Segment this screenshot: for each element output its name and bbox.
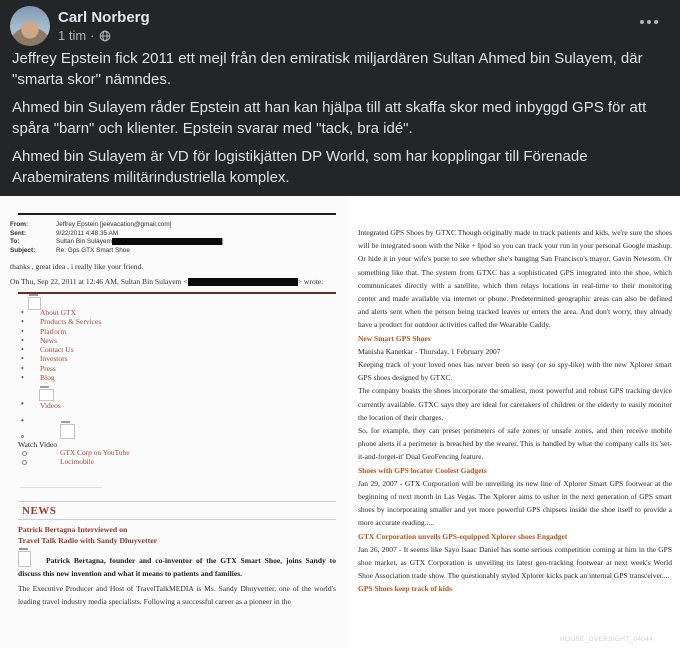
post-header — [0, 0, 680, 50]
meta-separator: · — [90, 28, 95, 43]
quote-divider-rule — [18, 292, 336, 294]
site-nav-list — [0, 308, 300, 382]
broken-image-icon — [39, 389, 54, 401]
article-block: Manisha Kanetkar - Thursday, 1 February 2007 — [358, 346, 501, 356]
article-block: GPS Shoes keep track of kids — [358, 584, 452, 594]
nav-link: • Contact Us — [0, 345, 300, 354]
article-block: So, for example, they can preset perimeters of safe zones or unsafe zones, and then receive mobile phone alerts if a perimeter is breached by the wearer. This is handled by what the company calls its 'set-it-and-forget-it' Dual GeoFencing feature. — [358, 426, 672, 462]
email-header-row — [10, 230, 330, 239]
email-header-row — [10, 221, 330, 230]
article-lead-paragraph: Patrick Bertagna, founder and co-inventor of the GTX Smart Shoe, joins Sandy to discuss this new invention and what it means to patients and families. — [18, 556, 336, 578]
post-paragraph: Ahmed bin Sulayem är VD för logistikjätten DP World, som har kopplingar till Förenade Arabemiratens militärindustriella komplex. — [12, 148, 588, 186]
timestamp[interactable]: 1 tim — [58, 28, 87, 43]
post-text — [12, 49, 668, 196]
post-menu-button[interactable] — [632, 8, 666, 36]
video-link: GTX Corp on YouTube — [0, 448, 130, 457]
field-value: Re: Gps GTX Smart Shoe — [56, 246, 130, 254]
watermark: HOUSE_OVERSIGHT_04044 — [560, 636, 654, 643]
email-document — [0, 196, 348, 648]
post-meta — [58, 28, 111, 43]
article-block: GTX Corporation unveils GPS-equipped Xplorer shoes Engadget — [358, 531, 568, 541]
broken-image-icon — [60, 424, 75, 439]
list-bullet: • — [21, 399, 24, 408]
email-header-row — [10, 238, 330, 247]
sub-bullet — [21, 435, 24, 438]
video-links-list — [0, 448, 130, 467]
email-header-row — [10, 247, 330, 256]
article-block: The company boasts the shoes incorporate the smallest, most powerful and robust GPS tracking device currently available. GTXC says they are ideal for caretakers of children or the elderly to easily monitor the location of their charges. — [358, 386, 672, 422]
video-link: Locimobile — [0, 457, 130, 466]
redaction-bar — [188, 278, 298, 286]
email-header — [10, 221, 330, 256]
nav-link: • Press — [0, 364, 300, 373]
attached-image[interactable] — [0, 196, 680, 648]
nav-link: • Investors — [0, 354, 300, 363]
globe-icon — [99, 30, 111, 42]
article-block: Jan 26, 2007 - It seems like Sayo Isaac Daniel has some serious competition coming at him in the GPS shoe market, as GTX Corporation is unveiling its latest geo-tracking footwear at next week's World Shoe Association trade show. The questionably styled Xplorer kicks pack an internal GPS transceiver.... — [358, 544, 672, 581]
article-title: Patrick Bertagna Interviewed on Travel Talk Radio with Sandy Dhuyvetter — [18, 525, 158, 545]
field-label: Subject: — [10, 246, 36, 254]
nav-link: • Blog — [0, 373, 300, 382]
post-paragraph: Jeffrey Epstein fick 2011 ett mejl från den emiratisk miljardären Sultan Ahmed bin Sulayem, där "smarta skor" nämndes. — [12, 50, 643, 88]
list-bullet: • — [21, 416, 24, 425]
post-paragraph: Ahmed bin Sulayem råder Epstein att han kan hjälpa till att skaffa skor med inbyggd GPS för att spåra "barn" och klienter. Epstein svarar med "tack, bra idé". — [12, 99, 647, 137]
field-value: Sultan Bin Sulayem ] — [56, 238, 224, 246]
ellipsis-icon — [640, 20, 644, 24]
divider-rule — [20, 487, 102, 488]
avatar[interactable] — [10, 6, 50, 46]
article-document — [348, 196, 680, 648]
redaction-bar — [112, 238, 222, 245]
article-body-paragraph: The Executive Producer and Host of TravelTalkMEDIA is Ms. Sandy Dhuyvetter, one of the world's leading travel industry media specialists. Following a successful career as a pioneer in the — [18, 584, 336, 607]
news-section — [18, 501, 336, 520]
article-block: Keeping track of your loved ones has never been so easy (or so spy-like) with the new Xplorer smart GPS shoes designed by GTXC. — [358, 360, 672, 383]
videos-link: Videos — [40, 401, 61, 410]
article-column — [358, 226, 672, 596]
article-block: Integrated GPS Shoes by GTXC Though originally made to track patients and kids, we're sure the shoes will be integrated soon with the Nike + Ipod so you can track your run in your personal Google mashup. Or hide it in your wife's purse to see whether she's banging San Francisco's mayor, Gavin Newsom. Or something like that. The system from GTXC has a sophisticated GPS integrated into the shoe, which communicates directly with a satellite, which then relays locations in real-time to their monitoring center and made available via internet or phone. Predetermined geographic areas can also be defined and alerts sent when the person being tracked leaves or enters the area. And don't worry, they already have a product for outdoor activities called the Wearable Caddy. — [358, 228, 672, 330]
nav-link: • About GTX — [0, 308, 300, 317]
email-top-rule — [18, 213, 336, 215]
author-name[interactable]: Carl Norberg — [58, 9, 150, 26]
nav-link: • Products & Services — [0, 317, 300, 326]
article-block: New Smart GPS Shoes — [358, 333, 431, 343]
nav-link: • News — [0, 336, 300, 345]
nav-link: • Platform — [0, 327, 300, 336]
field-label: Sent: — [10, 229, 26, 237]
email-quote-line: On Thu, Sep 22, 2011 at 12:46 AM, Sultan Bin Sulayem < > wrote: — [10, 277, 324, 286]
field-value: Jeffrey Epstein [jeevacation@gmail.com] — [56, 221, 172, 228]
news-heading: NEWS — [22, 505, 57, 517]
watch-video-label: Watch Video — [18, 440, 58, 449]
article-block: Shoes with GPS locator Coolest Gadgets — [358, 465, 487, 475]
field-value: 9/22/2011 4:48:35 AM — [56, 229, 119, 237]
field-label: From: — [10, 221, 29, 228]
article-block: Jan 29, 2007 - GTX Corporation will be unveiling its new line of Xplorer Smart GPS footwear at the beginning of next month in Las Vegas. The Xplorer aims to usher in the next generation of GPS smart shoes by incorporating smaller and yet more powerful GPS chipsets inside the shoe itself to provide a more accurate reading..... — [358, 478, 672, 528]
field-label: To: — [10, 238, 20, 246]
email-body-line: thanks , great idea , i really like your friend. — [10, 262, 144, 271]
